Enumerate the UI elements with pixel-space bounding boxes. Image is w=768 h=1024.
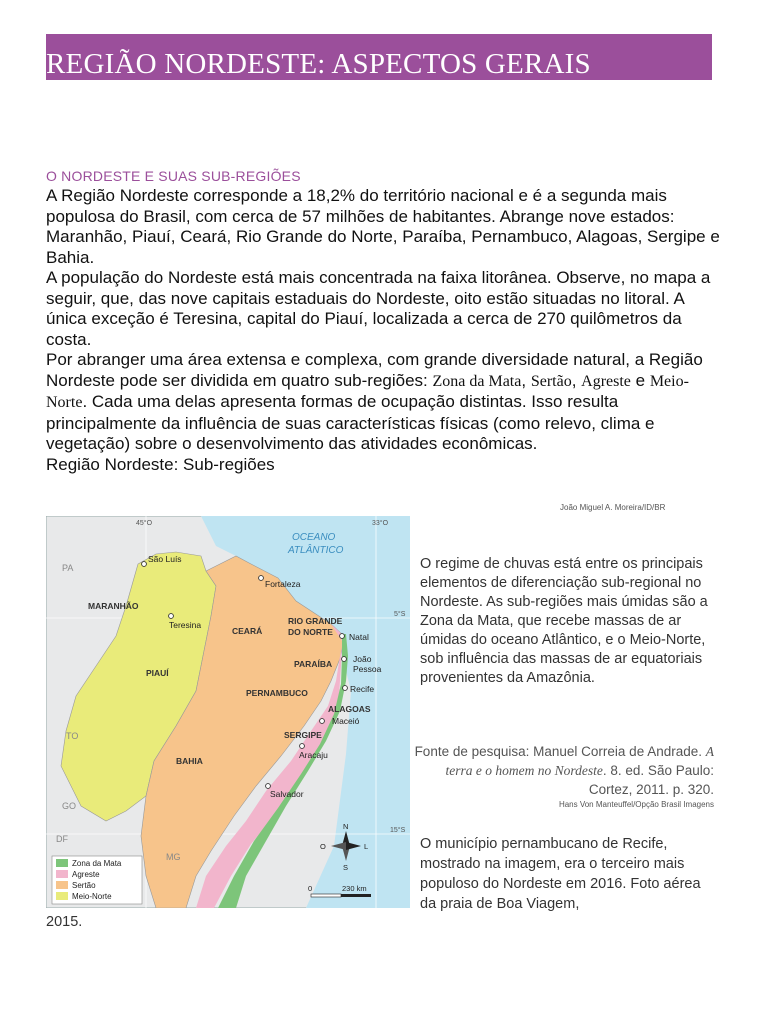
- photo-credit: Hans Von Manteuffel/Opção Brasil Imagens: [558, 800, 714, 809]
- paragraph-coastal-population: A população do Nordeste está mais concentrada na faixa litorânea. Observe, no mapa a seguir, que, das nove capitais estaduais do Nordeste, oito estão situadas no litoral. A única exceção é Teresina, capital do Piauí, localizada a cerca de 270 quilômetros da costa.: [46, 268, 711, 349]
- state-bahia: BAHIA: [176, 756, 203, 766]
- state-rn-line2: DO NORTE: [288, 627, 333, 637]
- city-maceio: Maceió: [332, 716, 360, 726]
- city-recife: Recife: [350, 684, 375, 694]
- city-aracaju: Aracaju: [299, 750, 328, 760]
- scale-zero: 0: [308, 884, 313, 893]
- map-legend: [52, 856, 142, 904]
- map-credit: João Miguel A. Moreira/ID/BR: [560, 503, 666, 512]
- city-teresina: Teresina: [169, 620, 202, 630]
- legend-swatch-agreste: [56, 870, 68, 878]
- separator: ,: [521, 370, 531, 390]
- neighbor-to: TO: [66, 731, 79, 741]
- title-banner: [46, 34, 712, 80]
- scale-km: 230 km: [342, 884, 367, 893]
- city-joao-pessoa-line1: João: [353, 654, 372, 664]
- paragraph-area-population: A Região Nordeste corresponde a 18,2% do território nacional e é a segunda mais populosa do Brasil, com cerca de 57 milhões de habitantes. Abrange nove estados: Maranhão, Piauí, Ceará, Rio Grande do Norte, Paraíba, Pernambuco, Alagoas, Sergipe e Bahia.: [46, 186, 720, 267]
- city-salvador: Salvador: [270, 789, 304, 799]
- state-piaui: PIAUÍ: [146, 668, 169, 678]
- page-title: REGIÃO NORDESTE: ASPECTOS GERAIS: [46, 48, 591, 80]
- source-book-title: A terra e o homem no Nordeste: [445, 744, 714, 778]
- paragraph-subregions: [46, 350, 722, 455]
- state-paraiba: PARAÍBA: [294, 659, 333, 669]
- subregion-sertao: Sertão: [530, 372, 572, 390]
- lat-5: 5°S: [394, 611, 406, 618]
- map-title: Região Nordeste: Sub-regiões: [46, 454, 275, 474]
- compass-o: O: [320, 842, 326, 851]
- legend-swatch-zona-da-mata: [56, 859, 68, 867]
- legend-agreste: Agreste: [72, 870, 100, 879]
- neighbor-df: DF: [56, 834, 68, 844]
- lon-45: 45°O: [136, 520, 153, 527]
- city-sao-luis: São Luís: [148, 554, 182, 564]
- compass-l: L: [364, 842, 369, 851]
- subregions-description: . Cada uma delas apresenta formas de ocupação distintas. Isso resulta principalmente da influência de suas características físicas (como relevo, clima e vegetação) sobre o desenvolvimento das atividades econômicas.: [46, 392, 655, 453]
- compass-n: N: [343, 822, 349, 831]
- photo-year: 2015.: [46, 914, 83, 930]
- body-text: [46, 186, 722, 475]
- source-suffix: . 8. ed. São Paulo: Cortez, 2011. p. 320.: [588, 763, 714, 797]
- ocean-label-line2: ATLÂNTICO: [288, 545, 344, 556]
- lat-15: 15°S: [390, 827, 406, 834]
- source-prefix: Fonte de pesquisa: Manuel Correia de Andrade.: [414, 744, 706, 759]
- map-caption: O regime de chuvas está entre os principais elementos de diferenciação sub-regional no Nordeste. As sub-regiões mais úmidas são a Zona da Mata, que recebe massas de ar úmidas do oceano Atlântico, e o Meio-Norte, sob influência das massas de ar equatoriais provenientes da Amazônia.: [420, 556, 708, 686]
- recife-caption: O município pernambucano de Recife, mostrado na imagem, era o terceiro mais populoso do Nordeste em 2016. Foto aérea da praia de Boa Viagem,: [420, 836, 701, 912]
- city-fortaleza: Fortaleza: [265, 579, 301, 589]
- subregion-zona-da-mata: Zona da Mata: [432, 372, 522, 390]
- city-joao-pessoa-line2: Pessoa: [353, 664, 382, 674]
- subregions-map: [46, 516, 410, 908]
- state-alagoas: ALAGOAS: [328, 704, 371, 714]
- state-sergipe: SERGIPE: [284, 730, 322, 740]
- city-natal: Natal: [349, 632, 369, 642]
- map-source: [400, 742, 714, 799]
- legend-zona-da-mata: Zona da Mata: [72, 859, 122, 868]
- separator: e: [630, 370, 650, 390]
- compass-s: S: [343, 863, 349, 872]
- legend-swatch-sertao: [56, 881, 68, 889]
- legend-sertao: Sertão: [72, 881, 96, 890]
- lon-33: 33°O: [372, 520, 389, 527]
- state-pernambuco: PERNAMBUCO: [246, 688, 308, 698]
- state-ceara: CEARÁ: [232, 626, 263, 636]
- ocean-label-line1: OCEANO: [292, 532, 336, 543]
- neighbor-mg: MG: [166, 852, 181, 862]
- section-heading: O NORDESTE E SUAS SUB-REGIÕES: [46, 168, 301, 184]
- legend-swatch-meio-norte: [56, 892, 68, 900]
- subregion-agreste: Agreste: [581, 372, 631, 390]
- neighbor-pa: PA: [62, 563, 74, 573]
- neighbor-go: GO: [62, 801, 77, 811]
- state-rn-line1: RIO GRANDE: [288, 616, 343, 626]
- state-maranhao: MARANHÃO: [88, 601, 139, 611]
- subregion-meio-norte: Meio-Norte: [46, 372, 689, 411]
- separator: ,: [571, 370, 582, 390]
- subregions-intro: Por abranger uma área extensa e complexa, com grande diversidade natural, a Região Nordeste pode ser dividida em quatro sub-regiões:: [46, 350, 703, 390]
- legend-meio-norte: Meio-Norte: [72, 892, 112, 901]
